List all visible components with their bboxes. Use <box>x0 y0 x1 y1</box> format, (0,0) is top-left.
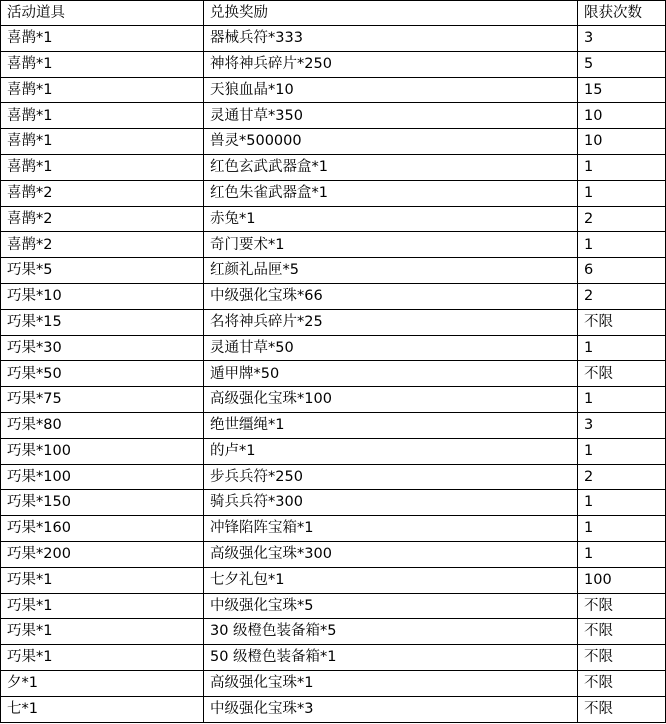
cell-limit: 1 <box>578 516 666 542</box>
cell-limit: 不限 <box>578 696 666 722</box>
cell-limit: 15 <box>578 77 666 103</box>
cell-reward: 赤兔*1 <box>204 206 578 232</box>
cell-limit: 1 <box>578 180 666 206</box>
cell-reward: 遁甲牌*50 <box>204 361 578 387</box>
cell-reward: 高级强化宝珠*100 <box>204 387 578 413</box>
cell-limit: 3 <box>578 26 666 52</box>
cell-limit: 不限 <box>578 645 666 671</box>
cell-limit: 5 <box>578 51 666 77</box>
cell-activity-item: 巧果*100 <box>1 438 204 464</box>
cell-limit: 2 <box>578 283 666 309</box>
cell-reward: 高级强化宝珠*300 <box>204 541 578 567</box>
cell-reward: 高级强化宝珠*1 <box>204 670 578 696</box>
cell-activity-item: 喜鹊*1 <box>1 26 204 52</box>
cell-activity-item: 喜鹊*1 <box>1 51 204 77</box>
table-row <box>1 129 666 155</box>
table-row <box>1 619 666 645</box>
table-row <box>1 412 666 438</box>
table-row <box>1 206 666 232</box>
cell-reward: 名将神兵碎片*25 <box>204 309 578 335</box>
cell-reward: 器械兵符*333 <box>204 26 578 52</box>
cell-activity-item: 喜鹊*1 <box>1 154 204 180</box>
cell-activity-item: 巧果*150 <box>1 490 204 516</box>
cell-activity-item: 巧果*15 <box>1 309 204 335</box>
cell-activity-item: 喜鹊*1 <box>1 77 204 103</box>
cell-activity-item: 巧果*30 <box>1 335 204 361</box>
cell-activity-item: 喜鹊*2 <box>1 206 204 232</box>
cell-reward: 30 级橙色装备箱*5 <box>204 619 578 645</box>
table-row <box>1 103 666 129</box>
cell-limit: 1 <box>578 490 666 516</box>
table-row <box>1 309 666 335</box>
cell-reward: 神将神兵碎片*250 <box>204 51 578 77</box>
table-row <box>1 361 666 387</box>
cell-activity-item: 巧果*5 <box>1 258 204 284</box>
table-row <box>1 696 666 722</box>
cell-limit: 2 <box>578 206 666 232</box>
table-row <box>1 51 666 77</box>
table-row <box>1 541 666 567</box>
table-row <box>1 154 666 180</box>
cell-activity-item: 夕*1 <box>1 670 204 696</box>
cell-activity-item: 巧果*200 <box>1 541 204 567</box>
cell-limit: 不限 <box>578 361 666 387</box>
cell-activity-item: 喜鹊*2 <box>1 232 204 258</box>
cell-activity-item: 巧果*1 <box>1 645 204 671</box>
cell-activity-item: 巧果*100 <box>1 464 204 490</box>
table-row <box>1 438 666 464</box>
table-row <box>1 258 666 284</box>
cell-reward: 步兵兵符*250 <box>204 464 578 490</box>
cell-activity-item: 巧果*80 <box>1 412 204 438</box>
table-row <box>1 180 666 206</box>
table-row <box>1 670 666 696</box>
header-row <box>1 1 666 26</box>
table-header <box>1 1 666 26</box>
cell-reward: 冲锋陷阵宝箱*1 <box>204 516 578 542</box>
cell-reward: 中级强化宝珠*66 <box>204 283 578 309</box>
table-body <box>1 26 666 723</box>
cell-reward: 兽灵*500000 <box>204 129 578 155</box>
cell-reward: 灵通甘草*50 <box>204 335 578 361</box>
cell-limit: 1 <box>578 154 666 180</box>
cell-activity-item: 喜鹊*1 <box>1 129 204 155</box>
cell-reward: 的卢*1 <box>204 438 578 464</box>
cell-reward: 红色朱雀武器盒*1 <box>204 180 578 206</box>
cell-limit: 10 <box>578 129 666 155</box>
cell-limit: 1 <box>578 232 666 258</box>
cell-activity-item: 喜鹊*2 <box>1 180 204 206</box>
cell-limit: 不限 <box>578 670 666 696</box>
table-row <box>1 490 666 516</box>
cell-limit: 不限 <box>578 309 666 335</box>
table-row <box>1 283 666 309</box>
cell-reward: 七夕礼包*1 <box>204 567 578 593</box>
cell-reward: 中级强化宝珠*5 <box>204 593 578 619</box>
cell-reward: 灵通甘草*350 <box>204 103 578 129</box>
table-row <box>1 26 666 52</box>
table-row <box>1 464 666 490</box>
table-row <box>1 516 666 542</box>
cell-limit: 不限 <box>578 593 666 619</box>
cell-limit: 6 <box>578 258 666 284</box>
cell-activity-item: 巧果*50 <box>1 361 204 387</box>
cell-reward: 骑兵兵符*300 <box>204 490 578 516</box>
cell-reward: 红颜礼品匣*5 <box>204 258 578 284</box>
cell-activity-item: 巧果*1 <box>1 619 204 645</box>
cell-activity-item: 巧果*1 <box>1 593 204 619</box>
cell-limit: 2 <box>578 464 666 490</box>
table-row <box>1 567 666 593</box>
cell-limit: 1 <box>578 438 666 464</box>
header-limit: 限获次数 <box>578 1 666 26</box>
cell-limit: 不限 <box>578 619 666 645</box>
cell-reward: 绝世缰绳*1 <box>204 412 578 438</box>
cell-activity-item: 巧果*75 <box>1 387 204 413</box>
header-reward: 兑换奖励 <box>204 1 578 26</box>
cell-activity-item: 巧果*160 <box>1 516 204 542</box>
cell-limit: 100 <box>578 567 666 593</box>
cell-activity-item: 巧果*1 <box>1 567 204 593</box>
cell-reward: 红色玄武武器盒*1 <box>204 154 578 180</box>
cell-limit: 10 <box>578 103 666 129</box>
cell-reward: 奇门要术*1 <box>204 232 578 258</box>
cell-reward: 50 级橙色装备箱*1 <box>204 645 578 671</box>
cell-limit: 1 <box>578 335 666 361</box>
cell-activity-item: 巧果*10 <box>1 283 204 309</box>
table-row <box>1 335 666 361</box>
cell-limit: 3 <box>578 412 666 438</box>
cell-limit: 1 <box>578 541 666 567</box>
table-row <box>1 77 666 103</box>
table-row <box>1 232 666 258</box>
cell-activity-item: 喜鹊*1 <box>1 103 204 129</box>
header-activity-item: 活动道具 <box>1 1 204 26</box>
cell-reward: 天狼血晶*10 <box>204 77 578 103</box>
table-row <box>1 387 666 413</box>
table-row <box>1 593 666 619</box>
cell-limit: 1 <box>578 387 666 413</box>
cell-reward: 中级强化宝珠*3 <box>204 696 578 722</box>
cell-activity-item: 七*1 <box>1 696 204 722</box>
table-row <box>1 645 666 671</box>
